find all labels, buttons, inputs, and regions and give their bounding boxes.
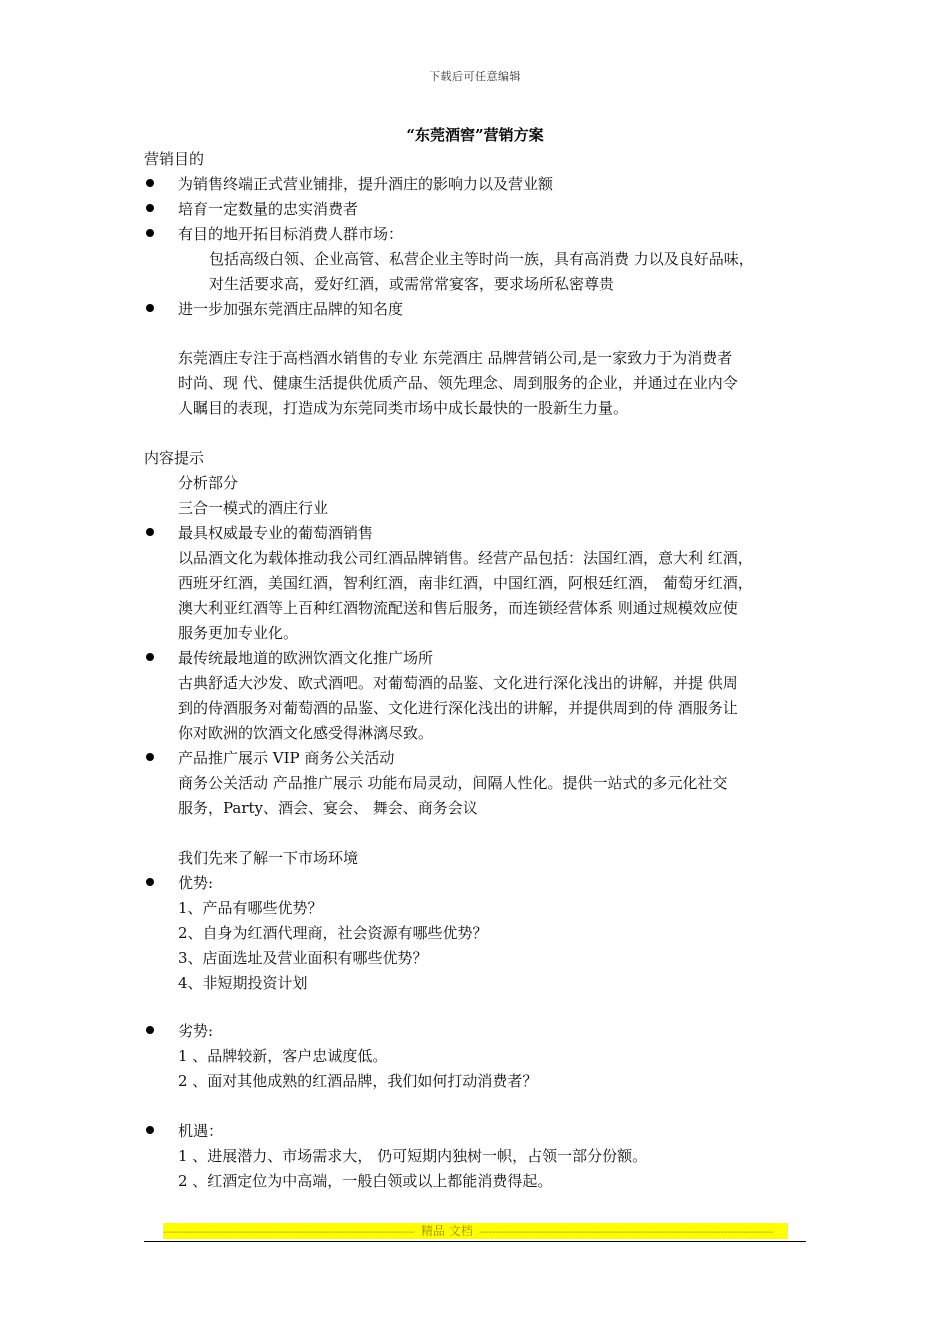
bullet-icon: [146, 229, 154, 237]
paragraph-line: 到的侍酒服务对葡萄酒的品鉴、文化进行深化浅出的讲解，并提供周到的侍 酒服务让: [178, 699, 738, 717]
paragraph-line: 包括高级白领、企业高管、私营企业主等时尚一族，具有高消费 力以及良好品味，: [209, 250, 754, 268]
footer-label: 精品 文档: [421, 1224, 473, 1238]
numbered-item: 1、产品有哪些优势？: [178, 899, 323, 917]
numbered-item: 2、自身为红酒代理商，社会资源有哪些优势？: [178, 924, 488, 942]
numbered-item: 4、非短期投资计划: [178, 974, 308, 992]
bullet-icon: [146, 653, 154, 661]
bullet-icon: [146, 1126, 154, 1134]
paragraph-line: 西班牙红酒，美国红酒，智利红酒，南非红酒，中国红酒，阿根廷红酒， 葡萄牙红酒，: [178, 574, 753, 592]
paragraph-line: 服务，Party、酒会、宴会、 舞会、商务会议: [178, 799, 478, 817]
list-item: 劣势:: [178, 1022, 214, 1040]
footer-divider: [144, 1241, 806, 1242]
paragraph-line: 东莞酒庄专注于高档酒水销售的专业 东莞酒庄 品牌营销公司,是一家致力于为消费者: [178, 349, 733, 367]
section-heading-content: 内容提示: [144, 449, 205, 467]
paragraph-line: 服务更加专业化。: [178, 624, 299, 642]
numbered-item: 2 、红酒定位为中高端，一般白领或以上都能消费得起。: [178, 1172, 553, 1190]
footer-dash-left: [163, 1223, 415, 1239]
bullet-icon: [146, 1026, 154, 1034]
list-item: 机遇：: [178, 1122, 224, 1140]
bullet-icon: [146, 179, 154, 187]
paragraph-line: 古典舒适大沙发、欧式酒吧。对葡萄酒的品鉴、文化进行深化浅出的讲解，并提 供周: [178, 674, 738, 692]
numbered-item: 1 、进展潜力、市场需求大， 仍可短期内独树一帜，占领一部分份额。: [178, 1147, 648, 1165]
paragraph-line: 对生活要求高，爱好红酒，或需常常宴客，要求场所私密尊贵: [209, 275, 615, 293]
paragraph-line: 时尚、现 代、健康生活提供优质产品、领先理念、周到服务的企业，并通过在业内令: [178, 374, 738, 392]
bullet-icon: [146, 528, 154, 536]
subheading: 三合一模式的酒庄行业: [178, 499, 329, 517]
subheading: 分析部分: [178, 474, 239, 492]
paragraph-line: 澳大利亚红酒等上百种红酒物流配送和售后服务，而连锁经营体系 则通过规模效应使: [178, 599, 738, 617]
header-note: 下载后可任意编辑: [429, 70, 521, 83]
numbered-item: 2 、面对其他成熟的红酒品牌，我们如何打动消费者？: [178, 1072, 538, 1090]
document-title: “东莞酒窖”营销方案: [406, 126, 544, 144]
list-item: 为销售终端正式营业铺排，提升酒庄的影响力以及营业额: [178, 175, 554, 193]
list-item: 进一步加强东莞酒庄品牌的知名度: [178, 300, 404, 318]
paragraph-line: 你对欧洲的饮酒文化感受得淋漓尽致。: [178, 724, 434, 742]
list-item: 产品推广展示 VIP 商务公关活动: [178, 749, 395, 767]
numbered-item: 3、店面选址及营业面积有哪些优势？: [178, 949, 428, 967]
list-item: 最具权威最专业的葡萄酒销售: [178, 524, 374, 542]
list-item: 培育一定数量的忠实消费者: [178, 200, 359, 218]
list-item: 最传统最地道的欧洲饮酒文化推广场所: [178, 649, 434, 667]
paragraph-line: 以品酒文化为载体推动我公司红酒品牌销售。经营产品包括：法国红酒，意大利 红酒，: [178, 549, 753, 567]
paragraph-line: 商务公关活动 产品推广展示 功能布局灵动，间隔人性化。提供一站式的多元化社交: [178, 774, 728, 792]
section-heading-marketing-goals: 营销目的: [144, 150, 205, 168]
bullet-icon: [146, 878, 154, 886]
paragraph-line: 我们先来了解一下市场环境: [178, 849, 359, 867]
numbered-item: 1 、品牌较新，客户忠诚度低。: [178, 1047, 388, 1065]
bullet-icon: [146, 304, 154, 312]
list-item: 优势:: [178, 874, 214, 892]
footer-dash-right: [479, 1223, 774, 1239]
bullet-icon: [146, 753, 154, 761]
footer-banner: [163, 1223, 788, 1239]
bullet-icon: [146, 204, 154, 212]
list-item: 有目的地开拓目标消费人群市场：: [178, 225, 404, 243]
paragraph-line: 人瞩目的表现，打造成为东莞同类市场中成长最快的一股新生力量。: [178, 399, 629, 417]
